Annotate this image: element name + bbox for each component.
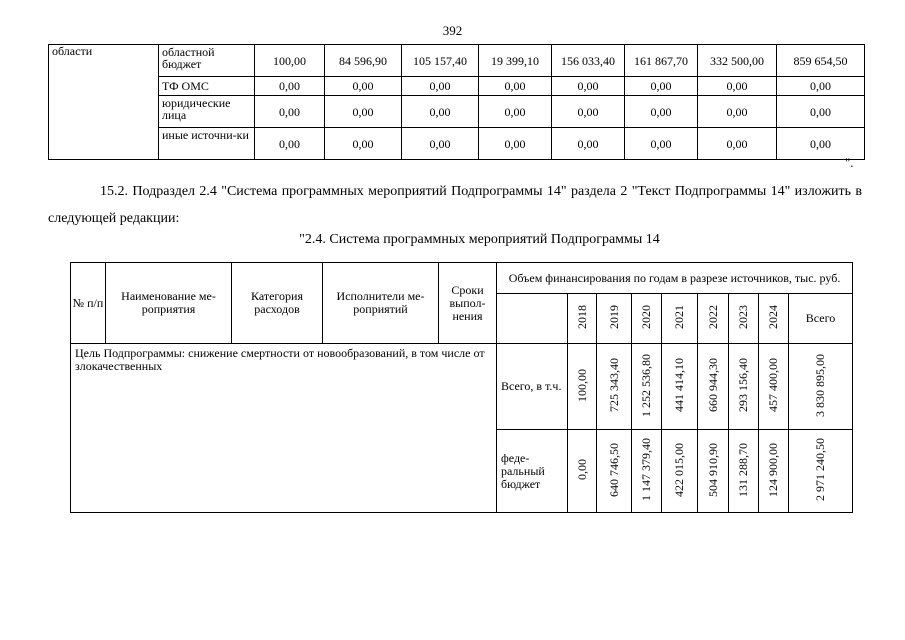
funding-value-cell: 0,00 (402, 77, 479, 96)
funding-value: 1 147 379,40 (639, 438, 653, 501)
header-terms: Сроки выпол-нения (439, 263, 497, 344)
year-header-cell (698, 294, 729, 344)
paragraph-text: .2. Подраздел 2.4 "Система программных мероприятий Подпрограммы 14" раздела 2 "Текст Подпрограммы 14" изложить в следующей редакции: (48, 184, 862, 226)
funding-value-cell (729, 344, 759, 430)
program-measures-table (70, 262, 853, 513)
funding-value: 0,00 (574, 459, 589, 480)
funding-value-cell: 0,00 (625, 77, 698, 96)
funding-value-cell: 0,00 (777, 77, 865, 96)
top-table-row (49, 45, 865, 77)
funding-value: 131 288,70 (736, 442, 750, 497)
top-table-row (49, 128, 865, 160)
funding-value: 293 156,40 (736, 358, 750, 412)
funding-value-cell: 0,00 (402, 96, 479, 128)
funding-value-cell (662, 344, 698, 430)
funding-value-cell (632, 344, 662, 430)
year-header-cell (729, 294, 759, 344)
funding-value-cell: 0,00 (325, 128, 402, 160)
year-label: 2018 (574, 305, 589, 329)
funding-value-cell: 0,00 (325, 96, 402, 128)
funding-value-cell: 161 867,70 (625, 45, 698, 77)
funding-value-cell: 0,00 (479, 128, 552, 160)
region-label: области (49, 45, 159, 160)
funding-value-cell: 0,00 (255, 128, 325, 160)
year-label: 2019 (606, 305, 621, 329)
year-label: 2024 (766, 305, 780, 329)
top-table-row (49, 77, 865, 96)
year-label: 2023 (736, 305, 750, 329)
funding-value-cell: 859 654,50 (777, 45, 865, 77)
funding-value: 422 015,00 (672, 442, 686, 497)
top-table-row (49, 96, 865, 128)
funding-value-cell (568, 344, 597, 430)
year-header-cell (759, 294, 789, 344)
funding-value-cell: 156 033,40 (552, 45, 625, 77)
funding-value-cell (632, 430, 662, 513)
paragraph-number: 15 (100, 184, 114, 199)
top-funding-table (48, 44, 865, 160)
year-label: 2022 (705, 305, 720, 329)
funding-value-cell: 332 500,00 (698, 45, 777, 77)
header-num: № п/п (71, 263, 106, 344)
funding-value-cell: 0,00 (625, 128, 698, 160)
funding-value-cell (759, 430, 789, 513)
header-row (71, 263, 853, 294)
funding-value: 660 944,30 (705, 358, 720, 412)
funding-value: 725 343,40 (606, 358, 621, 412)
funding-value-cell: 0,00 (255, 96, 325, 128)
funding-value-cell: 0,00 (777, 128, 865, 160)
funding-value-cell: 0,00 (698, 128, 777, 160)
year-header-cell (568, 294, 597, 344)
funding-value-cell: 0,00 (552, 96, 625, 128)
funding-value-cell (698, 430, 729, 513)
year-header-cell (597, 294, 632, 344)
funding-value-cell (568, 430, 597, 513)
funding-value-cell: 0,00 (325, 77, 402, 96)
funding-value-cell: 105 157,40 (402, 45, 479, 77)
funding-source-label: юридические лица (159, 96, 255, 128)
header-source-blank (497, 294, 568, 344)
funding-value-cell: 0,00 (698, 96, 777, 128)
funding-value-cell (597, 430, 632, 513)
header-category: Категория расходов (232, 263, 323, 344)
funding-value-cell: 0,00 (255, 77, 325, 96)
funding-source-label: областной бюджет (159, 45, 255, 77)
funding-value-cell: 0,00 (402, 128, 479, 160)
funding-value: 640 746,50 (606, 442, 621, 497)
funding-value-cell (759, 344, 789, 430)
funding-value: 2 971 240,50 (813, 438, 828, 501)
section-title: "2.4. Система программных мероприятий Подпрограммы 14 (299, 232, 660, 247)
funding-value-cell (662, 430, 698, 513)
funding-row (71, 344, 853, 430)
funding-value-cell: 0,00 (698, 77, 777, 96)
funding-value: 124 900,00 (766, 442, 780, 497)
program-goal: Цель Подпрограммы: снижение смертности от новообразований, в том числе от злокачественных (71, 344, 497, 513)
funding-value-cell: 0,00 (479, 77, 552, 96)
funding-source-label: иные источни-ки (159, 128, 255, 160)
funding-value-cell: 19 399,10 (479, 45, 552, 77)
header-total: Всего (789, 294, 853, 344)
page-number: 392 (442, 23, 463, 38)
amendment-paragraph (48, 178, 862, 232)
funding-value: 1 252 536,80 (639, 353, 653, 417)
funding-value: 441 414,10 (672, 358, 686, 412)
year-label: 2021 (672, 305, 686, 329)
header-executors: Исполнители ме-роприятий (323, 263, 439, 344)
funding-value-cell: 0,00 (552, 128, 625, 160)
funding-value-cell (698, 344, 729, 430)
funding-source-label: феде-ральный бюджет (497, 430, 568, 513)
header-funding: Объем финансирования по годам в разрезе источников, тыс. руб. (497, 263, 853, 294)
funding-value-cell: 0,00 (552, 77, 625, 96)
funding-source-label: Всего, в т.ч. (497, 344, 568, 430)
funding-value: 3 830 895,00 (813, 353, 828, 417)
funding-source-label: ТФ ОМС (159, 77, 255, 96)
funding-value-cell: 0,00 (625, 96, 698, 128)
funding-value-cell (729, 430, 759, 513)
closing-quote: ". (845, 155, 854, 170)
year-header-cell (632, 294, 662, 344)
funding-value-cell (597, 344, 632, 430)
funding-value-cell: 84 596,90 (325, 45, 402, 77)
funding-value: 504 910,90 (705, 442, 720, 497)
funding-value-cell (789, 430, 853, 513)
funding-value: 457 400,00 (766, 358, 780, 412)
year-label: 2020 (639, 305, 653, 329)
header-measure-name: Наименование ме-роприятия (106, 263, 232, 344)
funding-value: 100,00 (574, 368, 589, 402)
funding-value-cell: 0,00 (777, 96, 865, 128)
funding-value-cell: 0,00 (479, 96, 552, 128)
funding-value-cell (789, 344, 853, 430)
year-header-cell (662, 294, 698, 344)
funding-value-cell: 100,00 (255, 45, 325, 77)
